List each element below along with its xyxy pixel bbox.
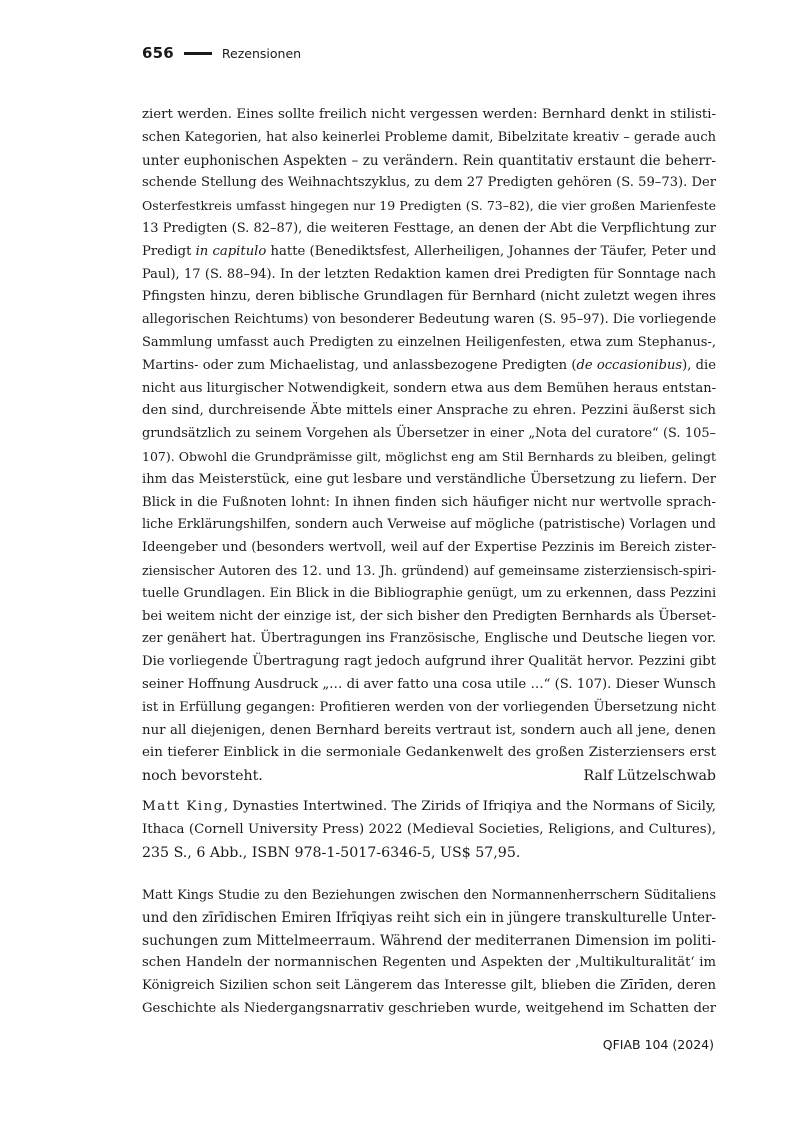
italic-term: de occasionibus	[576, 357, 683, 373]
citation-line	[142, 796, 716, 819]
page-number: 656	[142, 44, 174, 62]
text-line: nicht aus liturgischer Notwendigkeit, sondern etwa aus dem Bemühen heraus entstan-	[142, 380, 716, 396]
reviewer-signature: Ralf Lützelschwab	[583, 768, 716, 785]
text-run: Predigt	[142, 243, 196, 259]
last-text-line: noch bevorsteht.	[142, 768, 263, 785]
text-line: schende Stellung des Weihnachtszyklus, zu dem 27 Predigten gehören (S. 59–73). Der	[142, 175, 716, 191]
text-line: ist in Erfüllung gegangen: Profitieren werden von der vorliegenden Übersetzung nicht	[142, 699, 716, 715]
text-line: Matt Kings Studie zu den Beziehungen zwischen den Normannenherrschern Süditaliens	[142, 887, 716, 902]
text-line: und den zīrīdischen Emiren Ifrīqiyas reiht sich ein in jüngere transkulturelle Unter-	[142, 909, 716, 926]
text-line: ihm das Meisterstück, eine gut lesbare und verständliche Übersetzung zu liefern. Der	[142, 471, 716, 487]
text-line: zer genähert hat. Übertragungen ins Französische, Englische und Deutsche liegen vor.	[142, 631, 716, 647]
citation-author: Matt King	[142, 799, 224, 814]
text-line: Königreich Sizilien schon seit Längerem das Interesse gilt, blieben die Zīrīden, deren	[142, 978, 716, 994]
text-line: den sind, durchreisende Äbte mittels einer Ansprache zu ehren. Pezzini äußerst sich	[142, 403, 716, 419]
text-line: Die vorliegende Übertragung ragt jedoch aufgrund ihrer Qualität hervor. Pezzini gibt	[142, 654, 716, 670]
text-line: Pfingsten hinzu, deren biblische Grundlagen für Bernhard (nicht zuletzt wegen ihres	[142, 289, 716, 305]
text-line: tuelle Grundlagen. Ein Blick in die Bibliographie genügt, um zu erkennen, dass Pezzini	[142, 585, 717, 601]
text-line: liche Erklärungshilfen, sondern auch Verweise auf mögliche (patristische) Vorlagen und	[142, 517, 716, 533]
citation-line: 235 S., 6 Abb., ISBN 978-1-5017-6346-5, US$ 57,95.	[142, 844, 521, 861]
review-1-body	[142, 104, 716, 788]
text-line: Osterfestkreis umfasst hingegen nur 19 Predigten (S. 73–82), die vier großen Marienfeste	[142, 198, 716, 214]
text-line: seiner Hoffnung Ausdruck „… di aver fatto una cosa utile …“ (S. 107). Dieser Wunsch	[142, 676, 716, 692]
book-citation	[142, 796, 716, 864]
text-line: Sammlung umfasst auch Predigten zu einzelnen Heiligenfesten, etwa zum Stephanus-,	[142, 334, 716, 350]
text-line: schen Handeln der normannischen Regenten und Aspekten der ‚Multikulturalität‘ im	[142, 955, 716, 971]
text-run: ), die	[682, 357, 716, 373]
text-line: ein tieferer Einblick in die sermoniale Gedankenwelt des großen Zisterziensers erst	[142, 745, 716, 761]
text-line: suchungen zum Mittelmeerraum. Während der mediterranen Dimension im politi-	[142, 932, 717, 949]
text-line: 13 Predigten (S. 82–87), die weiteren Festtage, an denen der Abt die Verpflichtung zur	[142, 220, 716, 236]
text-line: ziensischer Autoren des 12. und 13. Jh. gründend) auf gemeinsame zisterziensisch-spiri-	[142, 562, 716, 578]
citation-line: Ithaca (Cornell University Press) 2022 (Medieval Societies, Religions, and Cultures),	[142, 821, 716, 837]
text-line: ziert werden. Eines sollte freilich nicht vergessen werden: Bernhard denkt in stilisti-	[142, 107, 716, 122]
header-dash	[184, 52, 212, 55]
text-line: grundsätzlich zu seinem Vorgehen als Übersetzer in einer „Nota del curatore“ (S. 105–	[142, 426, 716, 442]
text-line-with-italic	[142, 355, 716, 378]
text-line-with-italic	[142, 241, 716, 264]
text-line: nur all diejenigen, denen Bernhard bereits vertraut ist, sondern auch all jene, denen	[142, 722, 716, 738]
citation-title: , Dynasties Intertwined. The Zirids of Ifriqiya and the Normans of Sicily,	[223, 799, 716, 814]
running-header	[142, 44, 301, 62]
text-line: Blick in die Fußnoten lohnt: In ihnen finden sich häufiger nicht nur wertvolle sprach-	[142, 494, 716, 510]
text-line: schen Kategorien, hat also keinerlei Probleme damit, Bibelzitate kreativ – gerade auch	[142, 129, 716, 145]
text-line: 107). Obwohl die Grundprämisse gilt, möglichst eng am Stil Bernhards zu bleiben, gelingt	[142, 448, 716, 464]
text-line: unter euphonischen Aspekten – zu verändern. Rein quantitativ erstaunt die beherr-	[142, 152, 716, 169]
text-run: Martins- oder zum Michaelistag, und anlassbezogene Predigten (	[142, 357, 577, 373]
text-line: Paul), 17 (S. 88–94). In der letzten Redaktion kamen drei Predigten für Sonntage nach	[142, 266, 716, 282]
text-line: bei weitem nicht der einzige ist, der sich bisher den Predigten Bernhards als Überset-	[142, 608, 716, 624]
italic-term: in capitulo	[195, 243, 267, 259]
journal-footer: QFIAB 104 (2024)	[602, 1037, 714, 1052]
text-line: Ideengeber und (besonders wertvoll, weil auf der Expertise Pezzinis im Bereich zister-	[142, 540, 716, 556]
text-line: allegorischen Reichtums) von besonderer Bedeutung waren (S. 95–97). Die vorliegende	[142, 312, 717, 328]
text-line: Geschichte als Niedergangsnarrativ geschrieben wurde, weitgehend im Schatten der	[142, 1000, 716, 1016]
review-2-body	[142, 884, 716, 1021]
closing-line	[142, 765, 716, 788]
section-title: Rezensionen	[221, 45, 302, 61]
text-run: hatte (Benediktsfest, Allerheiligen, Johannes der Täufer, Peter und	[266, 243, 717, 259]
